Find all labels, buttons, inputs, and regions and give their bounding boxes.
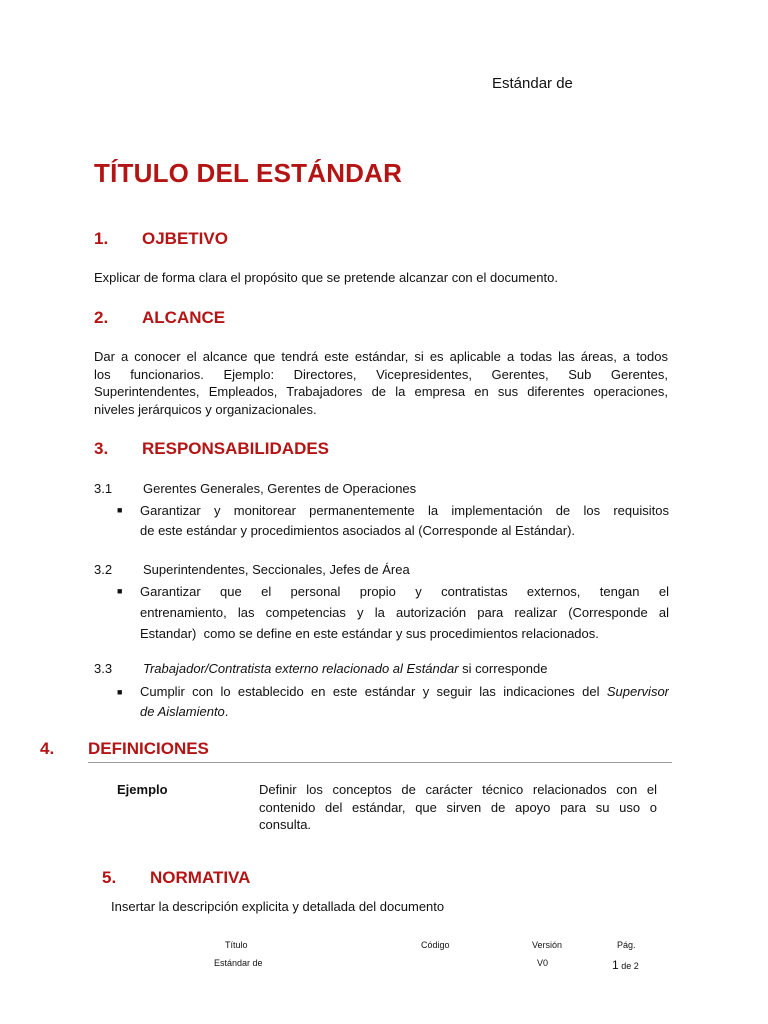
section-4-number: 4. [40, 739, 55, 758]
normativa-text: Insertar la descripción explicita y detallada del documento [111, 899, 445, 914]
subsection-3-3-title [143, 660, 547, 678]
alcance-line: Superintendentes, Empleados, Trabajadores de la empresa en sus diferentes operaciones, [94, 384, 668, 399]
alcance-paragraph [94, 348, 668, 418]
section-1-number: 1. [94, 229, 109, 248]
bullet-3-2 [140, 581, 669, 644]
bullet-line: de este estándar y procedimientos asociados al (Corresponde al Estándar). [140, 523, 576, 538]
footer-page-indicator [612, 958, 639, 972]
definition-line: consulta. [259, 817, 312, 832]
alcance-line: Dar a conocer el alcance que tendrá este estándar, si es aplicable a todas las áreas, a todos [94, 349, 668, 364]
section-5-number: 5. [102, 868, 117, 887]
bullet-line-text: Cumplir con lo establecido en este estándar y seguir las indicaciones del [140, 684, 607, 699]
section-3-number: 3. [94, 439, 109, 458]
alcance-line: los funcionarios. Ejemplo: Directores, Vicepresidentes, Gerentes, Sub Gerentes, [94, 366, 668, 382]
alcance-line: niveles jerárquicos y organizacionales. [94, 401, 317, 417]
subsection-3-1-title: Gerentes Generales, Gerentes de Operaciones [143, 481, 417, 496]
bullet-line: Garantizar y monitorear permanentemente la implementación de los requisitos [140, 503, 669, 518]
footer-page-total: de 2 [621, 961, 639, 971]
document-title: TÍTULO DEL ESTÁNDAR [94, 158, 403, 188]
bullet-line: Estandar) como se define en este estándar y sus procedimientos relacionados. [140, 626, 599, 641]
bullet-line [140, 702, 669, 722]
definition-line: contenido del estándar, que sirven de apoyo para su uso o [259, 799, 657, 815]
bullet-line-italic: Supervisor [606, 684, 669, 699]
subsection-3-2-number: 3.2 [94, 562, 113, 577]
footer-page-number: 1 [612, 958, 619, 972]
bullet-icon: ■ [117, 687, 123, 697]
section-2-number: 2. [94, 308, 109, 327]
footer-label-titulo: Título [225, 940, 248, 950]
subsection-3-1-number: 3.1 [94, 481, 113, 496]
subsection-3-3-title-italic: Trabajador/Contratista externo relacionado al Estándar [143, 661, 459, 676]
section-4-title: DEFINICIONES [88, 739, 209, 758]
bullet-line-italic: de Aislamiento [140, 704, 225, 719]
objetivo-text: Explicar de forma clara el propósito que se pretende alcanzar con el documento. [94, 270, 558, 285]
bullet-3-3 [140, 682, 669, 722]
definition-term: Ejemplo [117, 782, 168, 797]
bullet-3-1 [140, 501, 669, 541]
footer-value-version: V0 [537, 958, 549, 968]
subsection-3-3-number: 3.3 [94, 661, 113, 676]
section-3-title: RESPONSABILIDADES [142, 439, 330, 458]
footer-label-version: Versión [532, 940, 563, 950]
footer-value-titulo: Estándar de [214, 958, 263, 968]
section-1-title: OJBETIVO [142, 229, 228, 248]
section-divider [88, 762, 672, 763]
bullet-line: entrenamiento, las competencias y la autorización para realizar (Corresponde al [140, 605, 669, 620]
definition-text [259, 781, 657, 834]
definition-line: Definir los conceptos de carácter técnico relacionados con el [259, 782, 657, 797]
bullet-icon: ■ [117, 505, 123, 515]
footer-label-pag: Pág. [617, 940, 636, 950]
bullet-line-text: . [224, 704, 229, 719]
bullet-line [140, 682, 669, 702]
section-2-title: ALCANCE [142, 308, 226, 327]
subsection-3-2-title: Superintendentes, Seccionales, Jefes de Área [143, 562, 410, 577]
bullet-line: Garantizar que el personal propio y contratistas externos, tengan el [140, 584, 669, 599]
footer-label-codigo: Código [421, 940, 450, 950]
section-5-title: NORMATIVA [150, 868, 251, 887]
bullet-icon: ■ [117, 586, 123, 596]
subsection-3-3-title-rest: si corresponde [458, 661, 548, 676]
header-standard-label: Estándar de [492, 75, 573, 92]
